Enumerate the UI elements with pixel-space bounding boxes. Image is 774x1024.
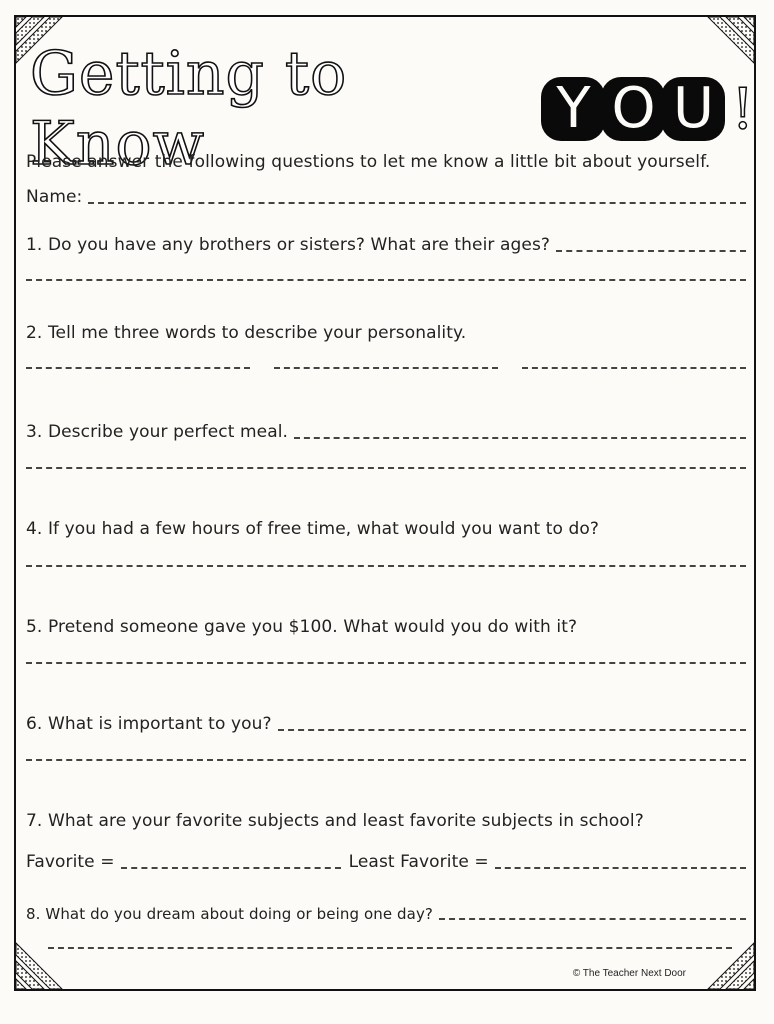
question-1-text: 1. Do you have any brothers or sisters? What are their ages? bbox=[26, 235, 551, 255]
copyright-notice: © The Teacher Next Door bbox=[572, 968, 686, 979]
least-favorite-label: Least Favorite = bbox=[348, 852, 489, 872]
question-8 bbox=[26, 905, 746, 923]
question-4 bbox=[26, 519, 746, 539]
name-field[interactable] bbox=[88, 202, 746, 204]
question-6-answer-field-2[interactable] bbox=[26, 759, 746, 761]
question-2-text: 2. Tell me three words to describe your personality. bbox=[26, 323, 467, 343]
title-suffix: ! bbox=[731, 76, 754, 142]
title-prefix: Getting to Know bbox=[30, 39, 348, 179]
question-3-text: 3. Describe your perfect meal. bbox=[26, 422, 289, 442]
question-5-text: 5. Pretend someone gave you $100. What would you do with it? bbox=[26, 617, 578, 637]
title-highlight-letter: O bbox=[601, 77, 665, 141]
name-label: Name: bbox=[26, 187, 83, 207]
name-row bbox=[26, 187, 746, 207]
corner-stripes-bottom-right bbox=[692, 927, 754, 989]
intro-text-row bbox=[26, 152, 746, 172]
question-3-line-2 bbox=[26, 467, 746, 472]
question-1-answer-field-2[interactable] bbox=[26, 279, 746, 281]
intro-text: Please answer the following questions to let me know a little bit about yourself. bbox=[26, 152, 711, 172]
least-favorite-subject-field[interactable] bbox=[495, 867, 746, 869]
question-1-answer-field[interactable] bbox=[556, 250, 746, 252]
question-8-answer-field-2[interactable] bbox=[48, 947, 732, 949]
title-highlight-letter: U bbox=[661, 77, 725, 141]
question-3-answer-field[interactable] bbox=[294, 437, 746, 439]
title-highlight bbox=[541, 77, 721, 141]
question-6-line-2 bbox=[26, 759, 746, 764]
title-highlight-letter: Y bbox=[541, 77, 605, 141]
question-6 bbox=[26, 714, 746, 734]
question-4-text: 4. If you had a few hours of free time, what would you want to do? bbox=[26, 519, 600, 539]
question-6-text: 6. What is important to you? bbox=[26, 714, 272, 734]
question-1 bbox=[26, 235, 746, 255]
question-4-line-2 bbox=[26, 565, 746, 570]
question-2-answers bbox=[26, 367, 746, 372]
question-1-line-2 bbox=[26, 279, 746, 284]
question-7 bbox=[26, 811, 746, 831]
question-8-text: 8. What do you dream about doing or being one day? bbox=[26, 905, 433, 923]
favorite-label: Favorite = bbox=[26, 852, 115, 872]
question-3-answer-field-2[interactable] bbox=[26, 467, 746, 469]
question-4-answer-field[interactable] bbox=[26, 565, 746, 567]
question-3 bbox=[26, 422, 746, 442]
question-5-answer-field[interactable] bbox=[26, 662, 746, 664]
corner-stripes-bottom-left bbox=[16, 927, 78, 989]
personality-word-1-field[interactable] bbox=[26, 367, 250, 369]
question-8-answer-field[interactable] bbox=[439, 918, 746, 920]
worksheet-page bbox=[14, 15, 756, 991]
question-5-line-2 bbox=[26, 662, 746, 667]
favorite-subject-field[interactable] bbox=[121, 867, 341, 869]
question-7-text: 7. What are your favorite subjects and least favorite subjects in school? bbox=[26, 811, 644, 831]
question-5 bbox=[26, 617, 746, 637]
personality-word-2-field[interactable] bbox=[274, 367, 498, 369]
question-7-fields bbox=[26, 852, 746, 872]
personality-word-3-field[interactable] bbox=[522, 367, 746, 369]
question-8-line-2 bbox=[48, 947, 732, 952]
question-6-answer-field[interactable] bbox=[278, 729, 746, 731]
question-2 bbox=[26, 323, 746, 343]
